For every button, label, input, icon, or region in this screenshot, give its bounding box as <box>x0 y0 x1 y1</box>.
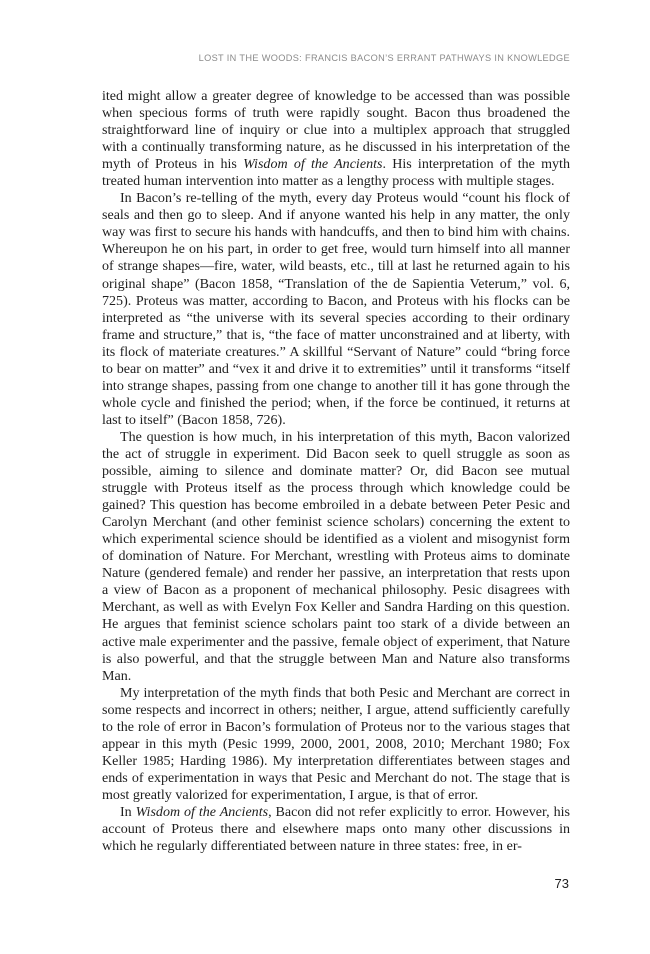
paragraph <box>102 88 570 190</box>
running-head: LOST IN THE WOODS: FRANCIS BACON’S ERRANT PATHWAYS IN KNOWLEDGE <box>198 53 570 63</box>
italic-title: Wisdom of the Ancients <box>135 803 269 820</box>
paragraph <box>102 190 570 429</box>
text-run: , Bacon did not refer explicitly to error. However, his account of Proteus there and elsewhere maps onto many other discussions in which he regularly differentiated between nature in three states: free, in er- <box>102 803 570 855</box>
text-run: ited might allow a greater degree of knowledge to be accessed than was possible when specious forms of truth were rapidly sought. Bacon thus broadened the straightforward line of inquiry or clue into a multiplex approach that struggled with a continually transforming nature, as he discussed in his interpretation of the myth of Proteus in his <box>102 88 570 173</box>
paragraph <box>102 804 570 855</box>
text-run: In Bacon’s re-telling of the myth, every day Proteus would “count his flock of seals and then go to sleep. And if anyone wanted his help in any matter, the only way was first to secure his hands with handcuffs, and then to bind him with chains. Whereupon he on his part, in order to get free, would turn himself into all manner of strange shapes—fire, water, wild beasts, etc., till at last he returned again to his original shape” (Bacon 1858, “Translation of the de Sapientia Veterum,” vol. 6, 725). Proteus was matter, according to Bacon, and Proteus with his flocks can be interpreted as “the universe with its several species according to their ordinary frame and structure,” that is, “the face of matter unconstrained and at liberty, with its flock of materiate creatures.” A skillful “Servant of Nature” could “bring force to bear on matter” and “vex it and drive it to extremities” until it transforms “itself into strange shapes, passing from one change to another till it has gone through the whole cycle and finished the period; when, if the force be continued, it returns at last to itself” (Bacon 1858, 726). <box>102 190 570 428</box>
text-run: The question is how much, in his interpretation of this myth, Bacon valorized the act of struggle in experiment. Did Bacon seek to quell struggle as soon as possible, aiming to silence and dominate matter? Or, did Bacon see mutual struggle with Proteus itself as the process through which knowledge could be gained? This question has become embroiled in a debate between Peter Pesic and Carolyn Merchant (and other feminist science scholars) concerning the extent to which experimental science should be identified as a violent and misogynist form of domination of Nature. For Merchant, wrestling with Proteus aims to dominate Nature (gendered female) and render her passive, an interpretation that rests upon a view of Bacon as a proponent of mechanical philosophy. Pesic disagrees with Merchant, as well as with Evelyn Fox Keller and Sandra Harding on this question. He argues that feminist science scholars paint too stark of a divide between an active male experimenter and the passive, female object of experiment, that Nature is also powerful, and that the struggle between Man and Nature also transforms Man. <box>102 428 570 684</box>
italic-title: Wisdom of the Ancients <box>243 156 383 173</box>
page-number: 73 <box>554 876 569 891</box>
body-text <box>102 88 570 855</box>
text-run: My interpretation of the myth finds that both Pesic and Merchant are correct in some respects and incorrect in others; neither, I argue, attend sufficiently carefully to the role of error in Bacon’s formulation of Proteus nor to the various stages that appear in this myth (Pesic 1999, 2000, 2001, 2008, 2010; Merchant 1980; Fox Keller 1985; Harding 1986). My interpretation differentiates between stages and ends of experimentation in ways that Pesic and Merchant do not. The stage that is most greatly valorized for experimentation, I argue, is that of error. <box>102 684 570 803</box>
paragraph <box>102 429 570 685</box>
text-run: . His interpretation of the myth treated human intervention into matter as a lengthy process with multiple stages. <box>102 156 570 190</box>
paragraph <box>102 685 570 804</box>
text-run: In <box>120 803 136 820</box>
